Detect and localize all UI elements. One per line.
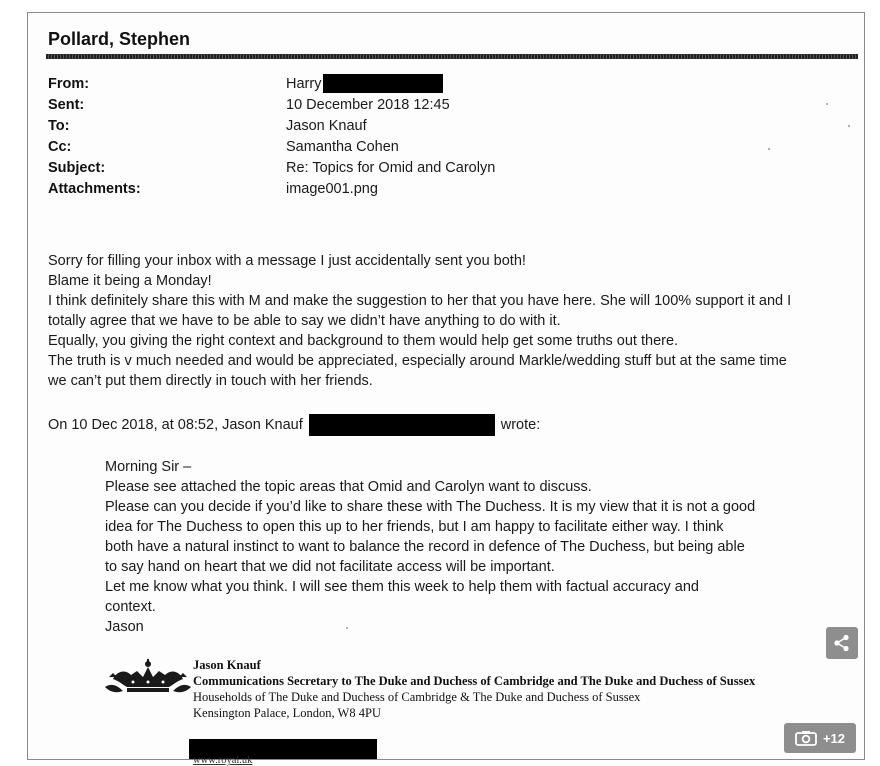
scan-speck	[826, 103, 828, 105]
quoted-line: Please can you decide if you’d like to share these with The Duchess. It is my view that it is not a good	[105, 499, 756, 515]
body-line: Blame it being a Monday!	[48, 273, 212, 289]
camera-icon	[795, 730, 817, 746]
signature-org: Households of The Duke and Duchess of Cambridge & The Duke and Duchess of Sussex	[193, 690, 641, 704]
body-line: Sorry for filling your inbox with a message I just accidentally sent you both!	[48, 253, 526, 269]
body-line: we can’t put them directly in touch with her friends.	[48, 373, 373, 389]
quoted-line: Morning Sir –	[105, 459, 192, 475]
quoted-line: context.	[105, 599, 156, 615]
meta-label: Cc:	[48, 138, 72, 155]
body-line: Equally, you giving the right context and background to them would help get some truths out there.	[48, 333, 679, 349]
reply-header	[48, 413, 540, 437]
body-line: The truth is v much needed and would be appreciated, especially around Markle/wedding stuff but at the same time	[48, 353, 787, 369]
body-line: I think definitely share this with M and make the suggestion to her that you have here. She will 100% support it and I	[48, 293, 792, 309]
meta-row-to	[48, 115, 495, 136]
redaction-bar	[309, 414, 495, 436]
meta-row-sent	[48, 94, 495, 115]
quoted-line: both have a natural instinct to want to balance the record in defence of The Duchess, but being able	[105, 539, 745, 555]
meta-label: Attachments:	[48, 180, 141, 197]
meta-row-from	[48, 73, 495, 94]
scan-speck	[346, 627, 348, 629]
meta-label: Sent:	[48, 96, 85, 113]
signature-address: Kensington Palace, London, W8 4PU	[193, 706, 381, 720]
share-button[interactable]	[826, 627, 858, 659]
body-line: totally agree that we have to be able to say we didn’t have anything to do with it.	[48, 313, 561, 329]
scan-speck	[848, 125, 850, 127]
meta-label: To:	[48, 117, 70, 134]
meta-value: Jason Knauf	[286, 117, 367, 134]
quoted-line: Please see attached the topic areas that Omid and Carolyn want to discuss.	[105, 479, 592, 495]
signature-lines	[193, 657, 755, 721]
quoted-line: to say hand on heart that we did not facilitate access will be important.	[105, 559, 555, 575]
quoted-line: idea for The Duchess to open this up to her friends, but I am happy to facilitate either way. I think	[105, 519, 724, 535]
meta-label: From:	[48, 75, 90, 92]
signature-url[interactable]: www.royal.uk	[193, 755, 253, 766]
reply-header-prefix: On 10 Dec 2018, at 08:52, Jason Knauf	[48, 417, 303, 433]
quoted-line: Jason	[105, 619, 144, 635]
meta-value: Samantha Cohen	[286, 138, 399, 155]
gallery-count: +12	[822, 730, 846, 746]
email-meta	[48, 73, 495, 199]
meta-value: Re: Topics for Omid and Carolyn	[286, 159, 496, 176]
meta-row-cc	[48, 136, 495, 157]
meta-value: image001.png	[286, 180, 378, 197]
share-icon	[833, 634, 851, 652]
meta-value: 10 December 2018 12:45	[286, 96, 450, 113]
signature-name: Jason Knauf	[193, 658, 261, 672]
meta-label: Subject:	[48, 159, 106, 176]
email-signature	[103, 657, 863, 766]
scan-speck	[768, 148, 770, 150]
reply-header-suffix: wrote:	[500, 417, 541, 433]
signature-title: Communications Secretary to The Duke and Duchess of Cambridge and The Duke and Duchess of Sussex	[193, 674, 756, 688]
royal-crest-logo	[103, 657, 193, 701]
document-header-name: Pollard, Stephen	[48, 29, 191, 49]
from-name: Harry	[286, 75, 322, 92]
header-divider	[46, 54, 858, 59]
meta-row-attachments	[48, 178, 495, 199]
quoted-message	[105, 457, 825, 637]
document-page	[27, 12, 865, 766]
quoted-line: Let me know what you think. I will see them this week to help them with factual accuracy and	[105, 579, 699, 595]
meta-value	[286, 74, 443, 93]
meta-row-subject	[48, 157, 495, 178]
redaction-bar	[323, 74, 443, 93]
gallery-button[interactable]	[784, 723, 856, 753]
email-body	[48, 251, 863, 391]
